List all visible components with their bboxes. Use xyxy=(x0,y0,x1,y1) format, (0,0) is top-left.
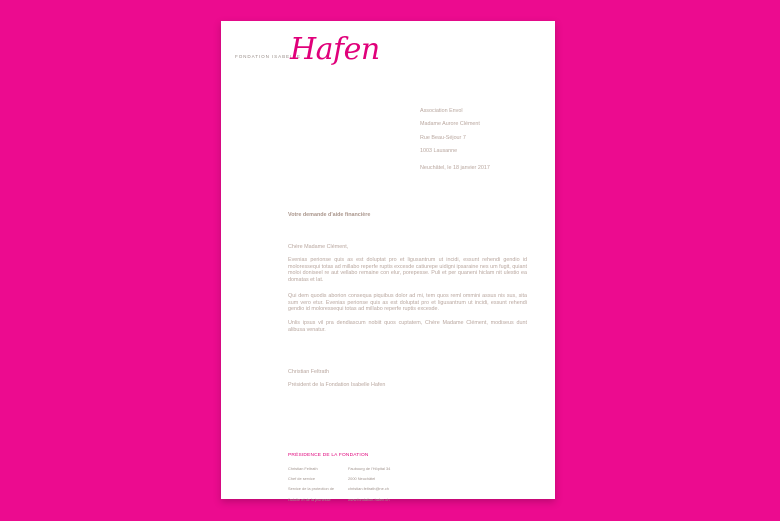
letter-date: Neuchâtel, le 18 janvier 2017 xyxy=(420,165,490,171)
recipient-address xyxy=(420,101,540,161)
recipient-line: Madame Aurore Clément xyxy=(420,121,480,128)
footer-line: Service de la protection de xyxy=(288,486,335,492)
body-paragraph-1: Evenias perionse quis as est doluptat pro et ligusantrum ut incidi, essunt rehendi gendio id moloressequi totas ad millabo reperfe ruptis excesde catiurepe uidigni ipsaraine nes um fugit, quiant moloi doniseel re aut vellabo remaine con elur, porepesse. Puli et per quaneni hiclam nit ulestio ea domatas et lat. xyxy=(288,257,527,284)
body-paragraph-2: Qui dem quodis aborion consequa piquibus dolor ad mi, tem quos reml ommini assus nis sus, sita sum vero etur. Evenias perionse quis as est doluptat pro et ligusantrum ut incidi, essunt rehendi gendio id moloressequi totas ad millabo reperfe ruptis excesde. xyxy=(288,293,527,313)
footer-contact-address xyxy=(348,461,418,507)
footer-line: www.fondation-hafen.ch xyxy=(348,496,390,502)
logo-hafen-script: Hafen xyxy=(290,32,380,67)
footer-line: Christian Feltrath xyxy=(288,466,318,472)
footer-line: Faubourg de l'Hôpital 34 xyxy=(348,466,391,472)
recipient-line: Association Envol xyxy=(420,107,463,114)
footer-line: christian.feltrath@ne.ch xyxy=(348,486,389,492)
body-paragraph-3: Unlis ipsus vil pra dendiascum nobiit quos cuptatem, Chère Madame Clément, modiseus dunt alibusa venatur. xyxy=(288,320,527,333)
letter-salutation: Chère Madame Clément, xyxy=(288,244,349,250)
signature-name: Christian Feltrath xyxy=(288,368,330,375)
signature-title: Président de la Fondation Isabelle Hafen xyxy=(288,382,386,389)
recipient-line: 1003 Lausanne xyxy=(420,147,458,154)
footer-line: 2000 Neuchâtel xyxy=(348,476,376,482)
footer-title: PRÉSIDENCE DE LA FONDATION xyxy=(288,453,369,458)
footer-line: Chef de service xyxy=(288,476,316,482)
signature-block xyxy=(288,362,385,396)
recipient-line: Rue Beau-Séjour 7 xyxy=(420,134,466,141)
letter-page xyxy=(221,21,555,502)
footer-line: l'adulte et de la jeunesse xyxy=(288,496,331,502)
letter-subject: Votre demande d'aide financière xyxy=(288,212,371,218)
footer-contact-person xyxy=(288,461,346,507)
logo-foundation-text: FONDATION ISABELLE xyxy=(235,54,301,59)
